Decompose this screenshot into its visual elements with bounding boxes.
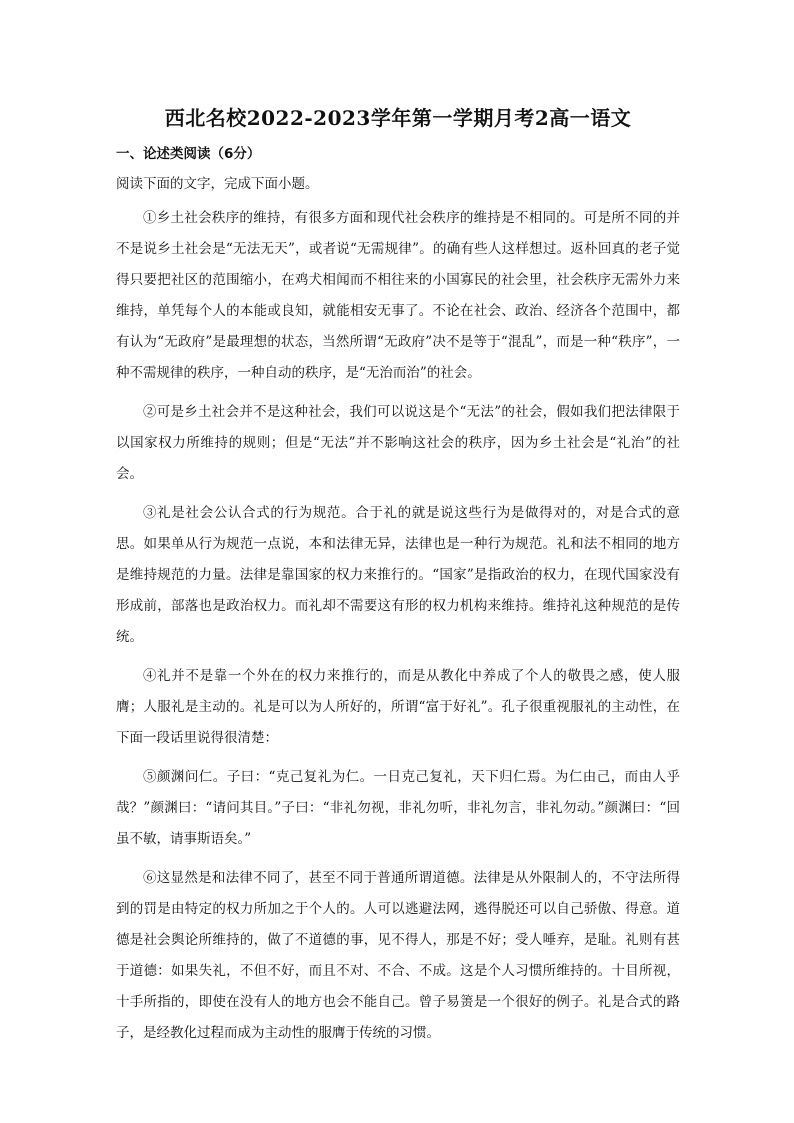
page-title: 西北名校2022-2023学年第一学期月考2高一语文 [164, 106, 632, 130]
passage-paragraph-3: ③礼是社会公认合式的行为规范。合于礼的就是说这些行为是做得对的，对是合式的意思。如果单从行为规范一点说，本和法律无异，法律也是一种行为规范。礼和法不相同的地方是维持规范的力量。法律是靠国家的权力来推行的。“国家”是指政治的权力，在现代国家没有形成前，部落也是政治权力。而礼却不需要这有形的权力机构来维持。维持礼这种规范的是传统。 [116, 505, 680, 645]
passage-paragraph-4: ④礼并不是靠一个外在的权力来推行的，而是从教化中养成了个人的敬畏之感，使人服膺；人服礼是主动的。礼是可以为人所好的，所谓“富于好礼”。孔子很重视服礼的主动性，在下面一段话里说得很清楚： [116, 668, 680, 746]
passage-paragraph-1: ①乡土社会秩序的维持，有很多方面和现代社会秩序的维持是不相同的。可是所不同的并不是说乡土社会是“无法无天”，或者说“无需规律”。的确有些人这样想过。返朴回真的老子觉得只要把社区的范围缩小，在鸡犬相闻而不相往来的小国寡民的社会里，社会秩序无需外力来维持，单凭每个人的本能或良知，就能相安无事了。不论在社会、政治、经济各个范围中，都有认为“无政府”是最理想的状态，当然所谓“无政府”决不是等于“混乱”，而是一种“秩序”，一种不需规律的秩序，一种自动的秩序，是“无治而治”的社会。 [116, 210, 680, 381]
passage-paragraph-6: ⑥这显然是和法律不同了，甚至不同于普通所谓道德。法律是从外限制人的，不守法所得到的罚是由特定的权力所加之于个人的。人可以逃避法网，逃得脱还可以自己骄傲、得意。道德是社会舆论所维持的，做了不道德的事，见不得人，那是不好；受人唾弃，是耻。礼则有甚于道德：如果失礼，不但不好，而且不对、不合、不成。这是个人习惯所维持的。十目所视，十手所指的，即使在没有人的地方也会不能自己。曾子易箦是一个很好的例子。礼是合式的路子，是经教化过程而成为主动性的服膺于传统的习惯。 [116, 870, 680, 1041]
passage-paragraph-5: ⑤颜渊问仁。子曰：“克己复礼为仁。一日克己复礼，天下归仁焉。为仁由己，而由人乎哉？”颜渊曰：“请问其目。”子曰：“非礼勿视，非礼勿听，非礼勿言，非礼勿动。”颜渊曰：“回虽不敏，请事斯语矣。” [116, 769, 680, 847]
passage-paragraph-2: ②可是乡土社会并不是这种社会，我们可以说这是个“无法”的社会，假如我们把法律限于以国家权力所维持的规则；但是“无法”并不影响这社会的秩序，因为乡土社会是“礼治”的社会。 [116, 404, 680, 482]
reading-instruction: 阅读下面的文字，完成下面小题。 [116, 176, 319, 192]
passage-body [116, 203, 680, 1049]
section-heading: 一、论述类阅读（6分） [116, 146, 261, 162]
